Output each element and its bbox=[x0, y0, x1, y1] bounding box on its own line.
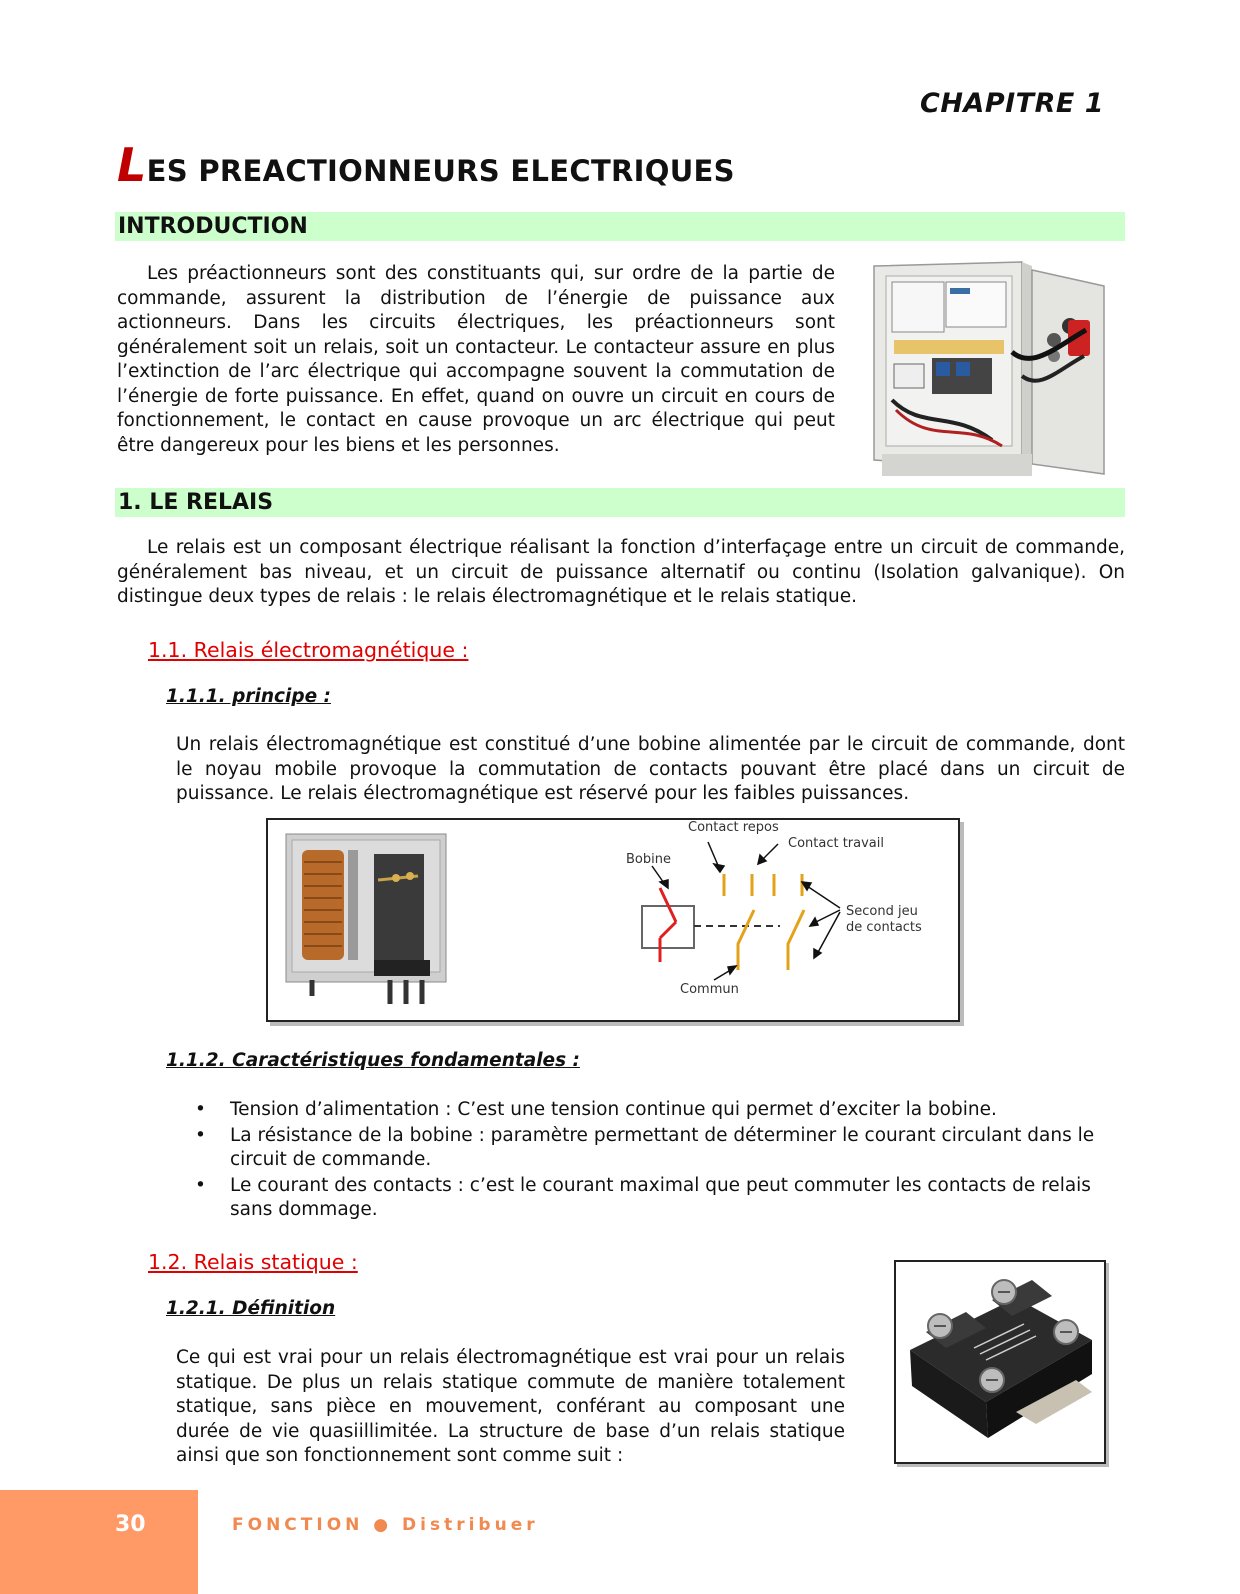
heading-relais-statique: 1.2. Relais statique : bbox=[148, 1250, 358, 1274]
footer-page-box bbox=[0, 1490, 198, 1594]
label-bobine: Bobine bbox=[626, 852, 671, 867]
footer-title: FONCTION ● Distribuer bbox=[232, 1515, 539, 1535]
electrical-cabinet-image bbox=[872, 260, 1122, 486]
list-item: • La résistance de la bobine : paramètre permettant de déterminer le courant circulant dans le circuit de commande. bbox=[195, 1124, 1120, 1173]
list-item: • Tension d’alimentation : C’est une tension continue qui permet d’exciter la bobine. bbox=[195, 1098, 1120, 1123]
heading-caracteristiques: 1.1.2. Caractéristiques fondamentales : bbox=[166, 1050, 580, 1071]
intro-text: Les préactionneurs sont des constituants qui, sur ordre de la partie de commande, assurent la distribution de l’énergie de puissance aux actionneurs. Dans les circuits électriques, les préactionneurs sont généralement soit un relais, soit un contacteur. Le contacteur assure en plus l’extinction de l’arc électrique qui accompagne souvent la commutation de l’énergie de forte puissance. En effet, quand on ouvre un circuit en cours de fonctionnement, le contact en cause provoque un arc électrique qui peut être dangereux pour les biens et les personnes. bbox=[117, 263, 835, 456]
relais-text: Le relais est un composant électrique réalisant la fonction d’interfaçage entre un circuit de commande, généralement bas niveau, et un circuit de puissance alternatif ou continu (Isolation galvanique). On distingue deux types de relais : le relais électromagnétique et le relais statique. bbox=[117, 537, 1125, 607]
caracteristiques-list bbox=[195, 1098, 1120, 1224]
relais-paragraph bbox=[117, 536, 1125, 610]
label-second-jeu: Second jeu bbox=[846, 904, 918, 919]
definition-paragraph: Ce qui est vrai pour un relais électromagnétique est vrai pour un relais statique. De plus un relais statique commute de manière totalement statique, sans pièce en mouvement, conférant au composant une durée de vie quasiillimitée. La structure de base d’un relais statique ainsi que son fonctionnement sont comme suit : bbox=[176, 1347, 845, 1466]
label-contact-repos: Contact repos bbox=[688, 820, 779, 835]
heading-principe: 1.1.1. principe : bbox=[166, 686, 331, 707]
heading-relais-electromagnetique: 1.1. Relais électromagnétique : bbox=[148, 638, 469, 662]
label-contact-travail: Contact travail bbox=[788, 836, 885, 851]
label-commun: Commun bbox=[680, 982, 739, 997]
label-de-contacts: de contacts bbox=[846, 920, 922, 935]
heading-definition: 1.2.1. Définition bbox=[166, 1298, 336, 1319]
relay-figure bbox=[266, 818, 960, 1022]
section-heading-introduction: INTRODUCTION bbox=[115, 212, 1125, 241]
solid-state-relay-image bbox=[894, 1260, 1106, 1464]
page-number: 30 bbox=[115, 1512, 146, 1537]
page-title bbox=[117, 138, 735, 192]
chapter-label: CHAPITRE 1 bbox=[920, 88, 1104, 119]
list-item: • Le courant des contacts : c’est le courant maximal que peut commuter les contacts de relais sans dommage. bbox=[195, 1174, 1120, 1223]
intro-paragraph bbox=[117, 262, 835, 458]
principe-paragraph: Un relais électromagnétique est constitué d’une bobine alimentée par le circuit de commande, dont le noyau mobile provoque la commutation de contacts pouvant être placé dans un circuit de puissance. Le relais électromagnétique est réservé pour les faibles puissances. bbox=[176, 734, 1125, 804]
title-rest: ES PREACTIONNEURS ELECTRIQUES bbox=[146, 154, 735, 188]
title-initial: L bbox=[117, 138, 147, 192]
section-heading-relais: 1. LE RELAIS bbox=[115, 488, 1125, 517]
